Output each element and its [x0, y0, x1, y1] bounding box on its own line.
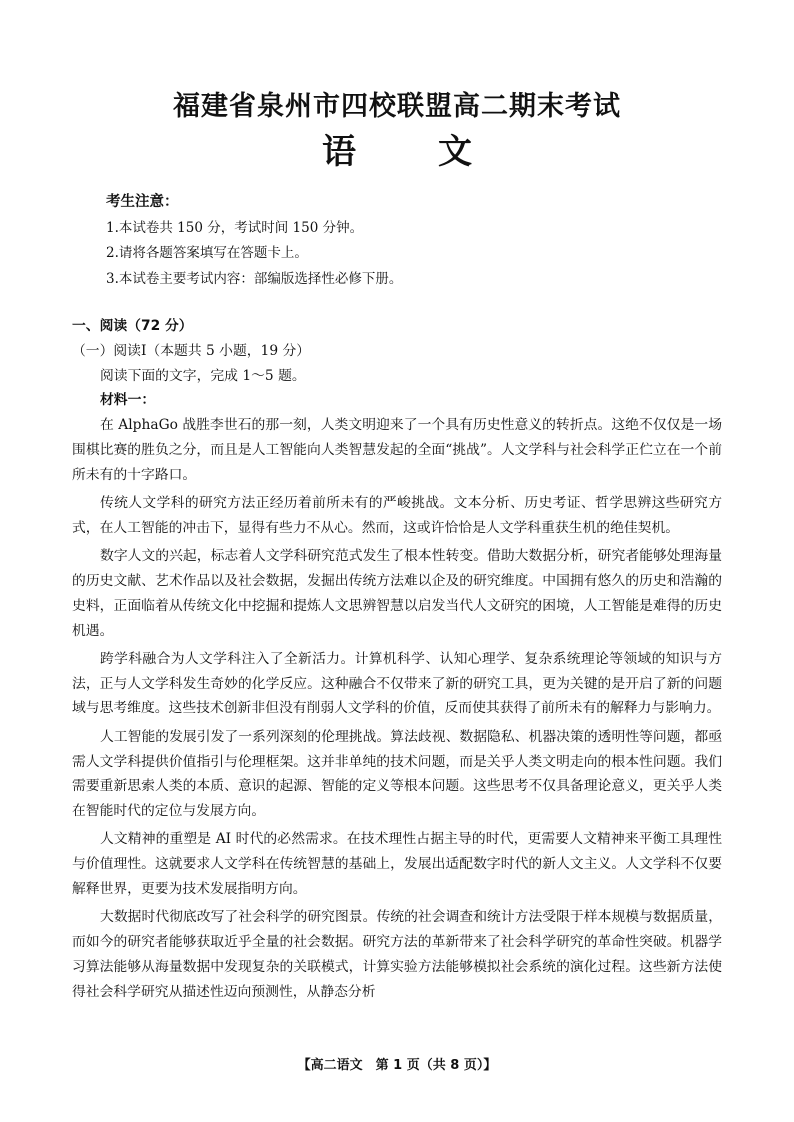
subject-char-2: 文: [438, 132, 472, 172]
notice-title: 考生注意：: [106, 194, 179, 210]
notice-item: 3.本试卷主要考试内容：部编版选择性必修下册。: [106, 270, 403, 287]
passage-paragraph: 人工智能的发展引发了一系列深刻的伦理挑战。算法歧视、数据隐私、机器决策的透明性等问题，都亟需人文学科提供价值指引与伦理框架。这并非单纯的技术问题，而是关乎人类文明走向的根本性问题。我们需要重新思索人类的本质、意识的起源、智能的定义等根本问题。这些思考不仅具备理论意义，更关乎人类在智能时代的定位与发展方向。: [72, 728, 722, 820]
section-heading: 一、阅读（72 分）: [72, 318, 193, 334]
reading-section: [72, 314, 722, 1008]
subject-title: [0, 124, 794, 173]
candidate-notice: [106, 190, 706, 292]
passage-paragraph: 人文精神的重塑是 AI 时代的必然需求。在技术理性占据主导的时代，更需要人文精神来平衡工具理性与价值理性。这就要求人文学科在传统智慧的基础上，发展出适配数字时代的新人文主义。人文学科不仅要解释世界，更要为技术发展指明方向。: [72, 831, 722, 898]
material-label: 材料一：: [100, 392, 156, 409]
passage-paragraph: 传统人文学科的研究方法正经历着前所未有的严峻挑战。文本分析、历史考证、哲学思辨这些研究方式，在人工智能的冲击下，显得有些力不从心。然而，这或许恰恰是人文学科重获生机的绝佳契机。: [72, 495, 722, 536]
page-footer: 【高二语文 第 1 页（共 8 页）】: [297, 1058, 497, 1073]
subject-char-1: 语: [322, 132, 356, 172]
passage-paragraph: 大数据时代彻底改写了社会科学的研究图景。传统的社会调查和统计方法受限于样本规模与数据质量，而如今的研究者能够获取近乎全量的社会数据。研究方法的革新带来了社会科学研究的革命性突破。机器学习算法能够从海量数据中发现复杂的关联模式，计算实验方法能够模拟社会系统的演化过程。这些新方法使得社会科学研究从描述性迈向预测性，从静态分析: [72, 909, 722, 1000]
subsection-heading: （一）阅读Ⅰ（本题共 5 小题，19 分）: [72, 342, 311, 359]
passage-paragraph: 跨学科融合为人文学科注入了全新活力。计算机科学、认知心理学、复杂系统理论等领域的知识与方法，正与人文学科发生奇妙的化学反应。这种融合不仅带来了新的研究工具，更为关键的是开启了新的问题域与思考维度。这些技术创新非但没有削弱人文学科的价值，反而使其获得了前所未有的解释力与影响力。: [72, 650, 722, 717]
exam-title: 福建省泉州市四校联盟高二期末考试: [173, 91, 621, 122]
notice-item: 2.请将各题答案填写在答题卡上。: [106, 245, 308, 261]
passage-paragraph: 数字人文的兴起，标志着人文学科研究范式发生了根本性转变。借助大数据分析，研究者能够处理海量的历史文献、艺术作品以及社会数据，发掘出传统方法难以企及的研究维度。中国拥有悠久的历史和浩瀚的史料，正面临着从传统文化中挖掘和提炼人文思辨智慧以启发当代人文研究的困境，人工智能是难得的历史机遇。: [72, 548, 722, 639]
passage-paragraph: 在 AlphaGo 战胜李世石的那一刻，人类文明迎来了一个具有历史性意义的转折点。这绝不仅仅是一场围棋比赛的胜负之分，而且是人工智能向人类智慧发起的全面“挑战”。人文学科与社会科学正伫立在一个前所未有的十字路口。: [72, 417, 722, 483]
notice-item: 1.本试卷共 150 分，考试时间 150 分钟。: [106, 219, 364, 236]
instruction-text: 阅读下面的文字，完成 1～5 题。: [100, 367, 306, 384]
